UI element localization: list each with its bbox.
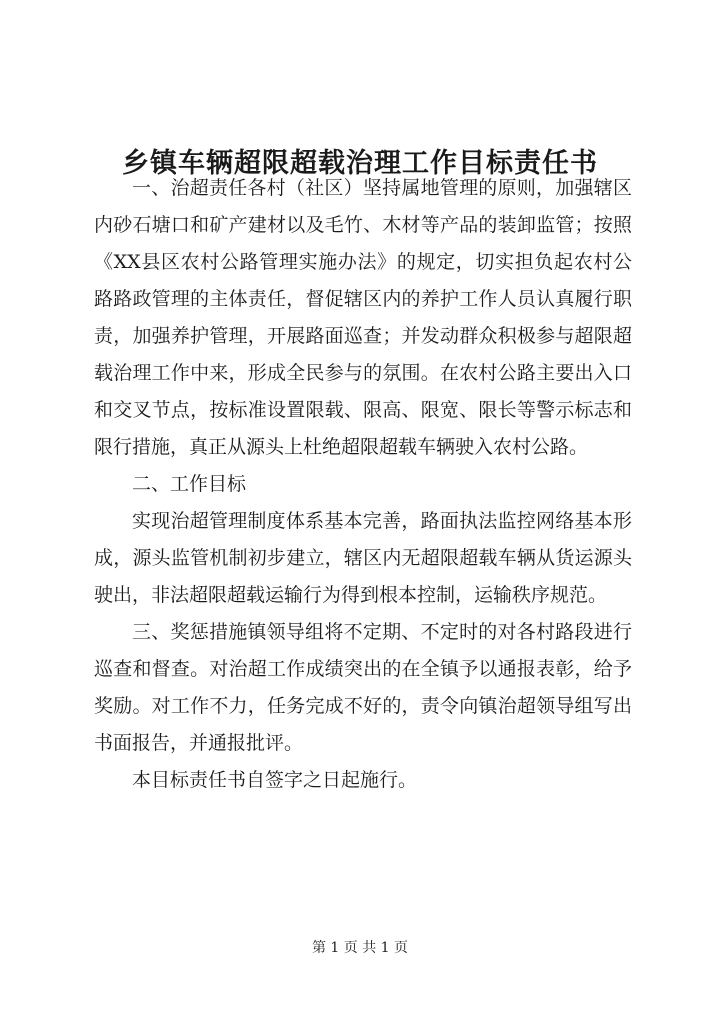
document-title: 乡镇车辆超限超载治理工作目标责任书 bbox=[122, 148, 598, 180]
paragraph-responsibility: 一、治超责任各村（社区）坚持属地管理的原则，加强辖区内砂石塘口和矿产建材以及毛竹、木材等产品的装卸监管；按照《XX县区农村公路管理实施办法》的规定，切实担负起农村公路路政管理的主体责任，督促辖区内的养护工作人员认真履行职责，加强养护管理，开展路面巡查；并发动群众积极参与超限超载治理工作中来，形成全民参与的氛围。在农村公路主要出入口和交叉节点，按标准设置限载、限高、限宽、限长等警示标志和限行措施，真正从源头上杜绝超限超载车辆驶入农村公路。 bbox=[94, 177, 632, 458]
page-number-footer: 第 1 页 共 1 页 bbox=[311, 940, 409, 956]
paragraph-goals: 实现治超管理制度体系基本完善，路面执法监控网络基本形成，源头监管机制初步建立，辖区内无超限超载车辆从货运源头驶出，非法超限超载运输行为得到根本控制，运输秩序规范。 bbox=[94, 510, 632, 606]
document-body bbox=[94, 170, 632, 799]
paragraph-rewards-penalties: 三、奖惩措施镇领导组将不定期、不定时的对各村路段进行巡查和督查。对治超工作成绩突出的在全镇予以通报表彰，给予奖励。对工作不力，任务完成不好的，责令向镇治超领导组写出书面报告，并通报批评。 bbox=[94, 621, 632, 754]
paragraph-goals-heading: 二、工作目标 bbox=[132, 473, 247, 495]
paragraph-effective: 本目标责任书自签字之日起施行。 bbox=[132, 769, 418, 791]
